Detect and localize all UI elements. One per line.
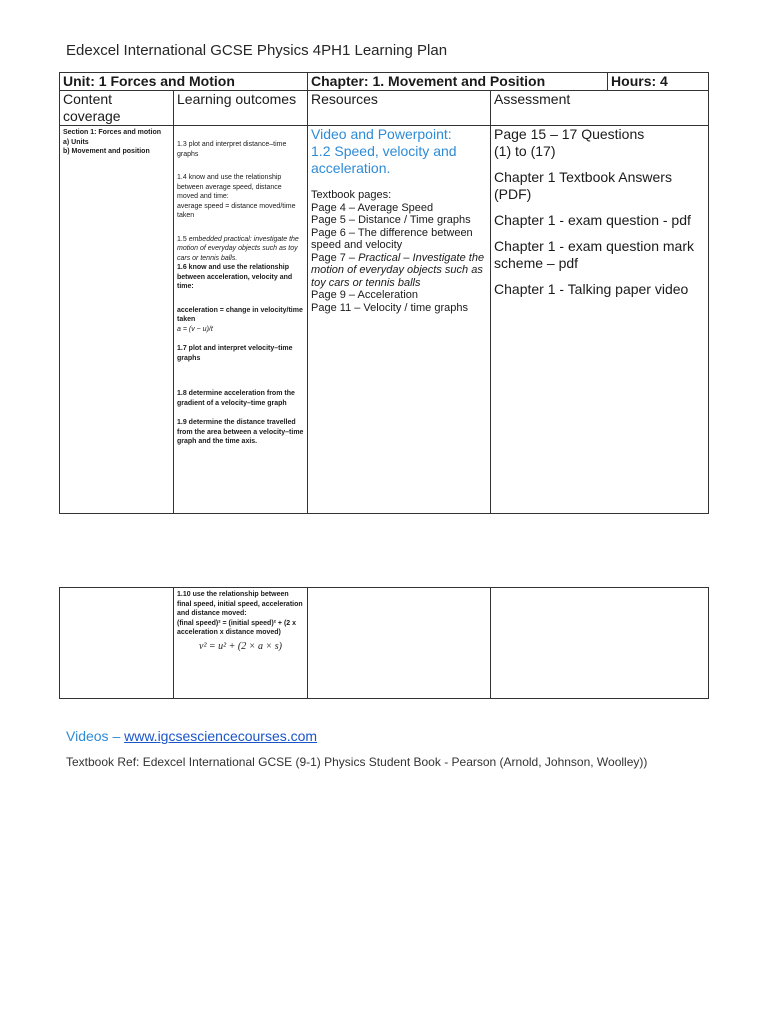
outcome-1-5-text: embedded practical: investigate the motion of everyday objects such as toy cars or tennis balls.: [177, 235, 299, 262]
resources-cell: [308, 126, 491, 514]
assessment-exam-question: Chapter 1 - exam question - pdf: [494, 212, 691, 228]
assessment-mark-scheme: Chapter 1 - exam question mark scheme – pdf: [494, 238, 694, 271]
section-label: Section 1: Forces and motion: [63, 129, 162, 136]
outcome-1-3: 1.3 plot and interpret distance–time graphs: [177, 141, 287, 158]
textbook-reference: Textbook Ref: Edexcel International GCSE (9-1) Physics Student Book - Pearson (Arnold, Johnson, Woolley)): [66, 755, 648, 769]
videos-link[interactable]: www.igcsesciencecourses.com: [124, 728, 318, 744]
learning-outcomes-cell: [174, 126, 308, 514]
page-5-item: Page 5 – Distance / Time graphs: [311, 214, 471, 226]
movement-label: b) Movement and position: [63, 148, 150, 155]
document-title: Edexcel International GCSE Physics 4PH1 Learning Plan: [66, 42, 448, 59]
outcome-1-7: 1.7 plot and interpret velocity–time graphs: [177, 345, 293, 362]
content-coverage-cell: [60, 126, 174, 514]
learning-plan-table: [59, 72, 709, 514]
unit-header-row: [60, 73, 709, 91]
outcome-1-10: 1.10 use the relationship between final speed, initial speed, acceleration and distance moved:: [177, 591, 303, 617]
continuation-assessment-cell: [491, 588, 709, 699]
continuation-coverage-cell: [60, 588, 174, 699]
hours-cell: Hours: 4: [608, 73, 709, 91]
page-7-prefix: Page 7 –: [311, 251, 359, 264]
outcome-1-4: 1.4 know and use the relationship between average speed, distance moved and time:: [177, 174, 282, 200]
col-assessment: Assessment: [491, 91, 709, 126]
videos-line: [66, 728, 317, 744]
outcome-1-4-equation: average speed = distance moved/time taken: [177, 202, 296, 219]
continuation-table: [59, 587, 709, 699]
unit-cell: Unit: 1 Forces and Motion: [60, 73, 308, 91]
assessment-talking-paper: Chapter 1 - Talking paper video: [494, 281, 689, 297]
outcome-1-5: [177, 235, 304, 264]
continuation-outcomes-cell: [174, 588, 308, 699]
page-7-practical: Practical – Investigate the motion of everyday objects such as toy cars or tennis balls: [311, 251, 485, 289]
video-title-link[interactable]: 1.2 Speed, velocity and acceleration.: [311, 143, 457, 176]
col-resources: Resources: [308, 91, 491, 126]
page-4-item: Page 4 – Average Speed: [311, 201, 434, 214]
outcome-1-6-equation: acceleration = change in velocity/time taken: [177, 306, 303, 323]
outcome-1-10-formula: v² = u² + (2 × a × s): [199, 640, 282, 652]
continuation-row: [60, 588, 709, 699]
chapter-cell: Chapter: 1. Movement and Position: [308, 73, 608, 91]
outcome-1-5-number: 1.5: [177, 235, 187, 243]
continuation-resources-cell: [308, 588, 491, 699]
outcome-1-9: 1.9 determine the distance travelled from the area between a velocity–time graph and the time axis.: [177, 419, 304, 445]
outcome-1-6: 1.6 know and use the relationship between acceleration, velocity and time:: [177, 264, 293, 290]
page-6-item: Page 6 – The difference between speed and velocity: [311, 226, 473, 251]
content-row: [60, 126, 709, 514]
video-heading: Video and Powerpoint:: [311, 126, 452, 142]
outcome-1-10-equation: (final speed)² = (initial speed)² + (2 x acceleration x distance moved): [177, 619, 297, 636]
page-7-item: [311, 252, 487, 290]
page-9-item: Page 9 – Acceleration: [311, 289, 419, 301]
assessment-cell: [491, 126, 709, 514]
videos-label: Videos –: [66, 728, 125, 744]
outcome-1-8: 1.8 determine acceleration from the gradient of a velocity–time graph: [177, 390, 295, 407]
col-learning-outcomes: Learning outcomes: [174, 91, 308, 126]
col-content-coverage: Content coverage: [60, 91, 174, 126]
column-header-row: [60, 91, 709, 126]
page-11-item: Page 11 – Velocity / time graphs: [311, 301, 468, 314]
units-label: a) Units: [63, 138, 89, 146]
textbook-heading: Textbook pages:: [311, 189, 392, 201]
outcome-1-6-formula: a = (v − u)/t: [177, 325, 213, 333]
assessment-answers: Chapter 1 Textbook Answers (PDF): [494, 169, 672, 202]
assessment-questions: Page 15 – 17 Questions (1) to (17): [494, 126, 645, 159]
